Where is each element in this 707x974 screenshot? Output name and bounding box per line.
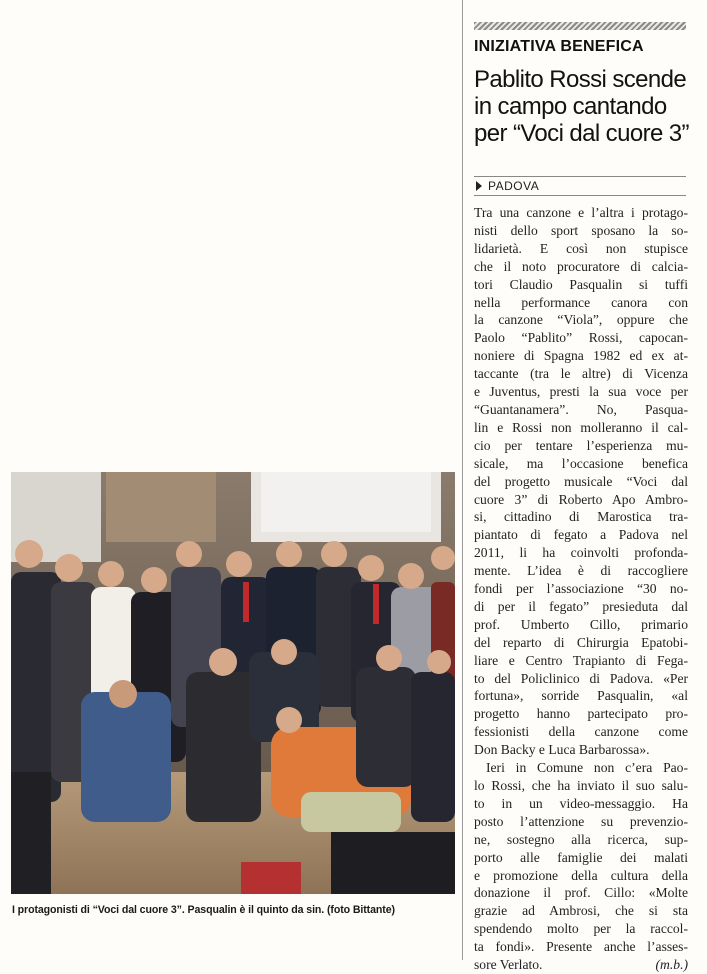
headline-line: Pablito Rossi scende xyxy=(474,66,687,93)
body-line: progetto hanno partecipato pro- xyxy=(474,706,688,722)
body-line: fondi per l’associazione “30 no- xyxy=(474,581,688,597)
body-line: porto alle famiglie dei malati xyxy=(474,849,688,865)
body-line: di per il fegato” presieduta dal xyxy=(474,598,688,614)
body-line: prof. Umberto Cillo, primario xyxy=(474,616,688,632)
body-line: Tra una canzone e l’altra i protago- xyxy=(474,205,688,220)
hatched-band xyxy=(474,22,686,30)
article-headline xyxy=(474,66,699,147)
body-line: grazie ad Ambrosi, che si sta xyxy=(474,903,688,919)
body-line: Ieri in Comune non c’era Pao- xyxy=(486,760,688,776)
body-line: Paolo “Pablito” Rossi, capocan- xyxy=(474,330,688,346)
body-line: posto l’attenzione su prevenzio- xyxy=(474,813,688,829)
body-line: tori Claudio Pasqualin si tuffi xyxy=(474,276,688,292)
body-line: spendendo molto per la raccol- xyxy=(474,921,688,937)
body-line: nella performance canora con xyxy=(474,294,688,310)
body-line: ta fondi». Presente anche l’asses- xyxy=(474,939,688,955)
body-line: la canzone “Viola”, oppure che xyxy=(474,312,688,328)
article-body xyxy=(474,204,688,974)
body-line: cio per tentare l’esperienza mu- xyxy=(474,437,688,453)
headline-line: in campo cantando xyxy=(474,93,667,120)
body-line: cuore 3” di Roberto Apo Ambro- xyxy=(474,491,688,507)
group-photo-image xyxy=(11,472,455,894)
headline-line: per “Voci dal cuore 3” xyxy=(474,120,689,147)
body-line: liare e Centro Trapianto di Fega- xyxy=(474,652,688,668)
author-signature: (m.b.) xyxy=(655,957,688,973)
body-line-with-signature xyxy=(474,956,688,974)
body-line: del reparto di Chirurgia Epatobi- xyxy=(474,634,688,650)
column-rule xyxy=(462,0,463,960)
body-line: si, cittadino di Marostica tra- xyxy=(474,509,688,525)
body-line: taccante (tra le altre) di Vicenza xyxy=(474,366,688,382)
body-line: “Guantanamera”. No, Pasqua- xyxy=(474,401,688,417)
body-line: donazione il prof. Cillo: «Molte xyxy=(474,885,688,901)
body-line: lidarietà. E così non stupisce xyxy=(474,240,688,256)
body-line: fessionisti della canzone come xyxy=(474,724,688,740)
body-line: piantato di fegato a Padova nel xyxy=(474,527,688,543)
body-line: ne, sostegno alla ricerca, sup- xyxy=(474,831,688,847)
article-kicker: INIZIATIVA BENEFICA xyxy=(474,38,644,55)
location-label: PADOVA xyxy=(488,179,540,193)
body-line: e Juventus, presti la sua voce per xyxy=(474,384,688,400)
body-line: noniere di Spagna 1982 ed ex at- xyxy=(474,348,688,364)
body-line: sore Verlato. xyxy=(474,957,543,973)
body-line: nisti dello sport sposano la so- xyxy=(474,222,688,238)
body-line: sicale, ma l’occasione benefica xyxy=(474,455,688,471)
body-line: fortuna», sorride Pasqualin, «al xyxy=(474,688,688,704)
body-line: to in un video-messaggio. Ha xyxy=(474,795,688,811)
body-line: lin e Rossi non molleranno il cal- xyxy=(474,419,688,435)
body-line: Don Backy e Luca Barbarossa». xyxy=(474,742,650,758)
body-line: del progetto musicale “Voci dal xyxy=(474,473,688,489)
body-line: lo Rossi, che ha inviato il suo salu- xyxy=(474,778,688,793)
article-photo xyxy=(11,472,455,894)
location-bar xyxy=(474,176,686,196)
body-line: 2011, li ha coinvolti profonda- xyxy=(474,545,688,561)
photo-caption: I protagonisti di “Voci dal cuore 3”. Pasqualin è il quinto da sin. (foto Bittante) xyxy=(12,904,395,916)
location-arrow-icon xyxy=(476,181,482,191)
body-line: e promozione della cultura della xyxy=(474,867,688,883)
body-line: che il noto procuratore di calcia- xyxy=(474,258,688,274)
body-line: mente. L’idea è di raccogliere xyxy=(474,563,688,579)
body-line: to del Policlinico di Padova. «Per xyxy=(474,670,688,686)
